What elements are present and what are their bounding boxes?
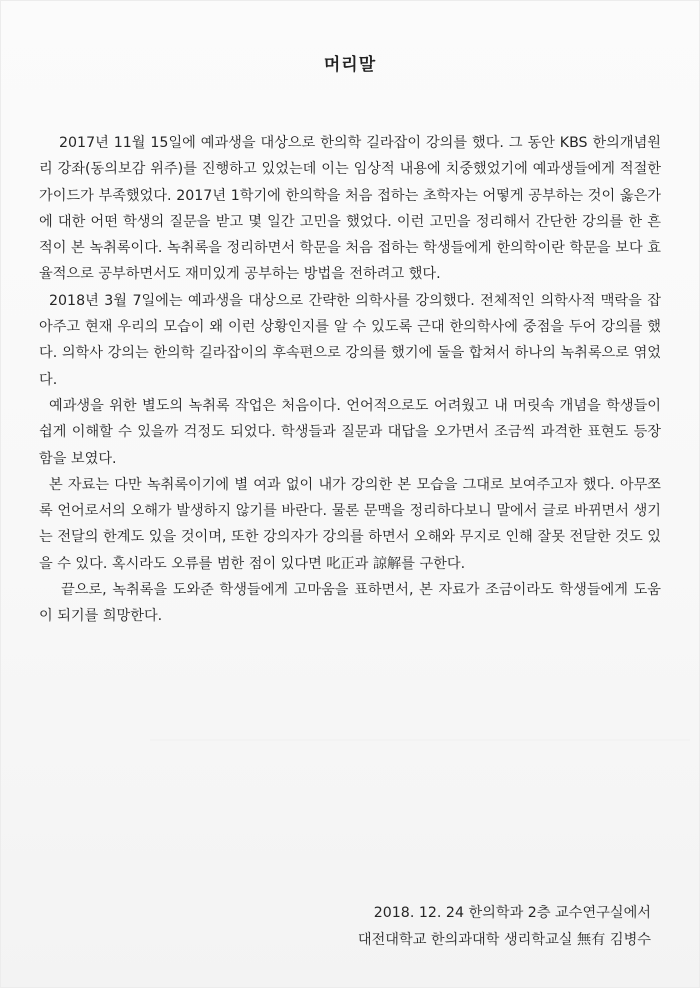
paragraph-4: 본 자료는 다만 녹취록이기에 별 여과 없이 내가 강의한 본 모습을 그대로 보여주고자 했다. 아무쪼록 언어로서의 오해가 발생하지 않기를 바란다. 물론 문맥을 정리하다보니 말에서 글로 바뀌면서 생기는 전달의 한계도 있을 것이며, 또한 강의자가 강의를 하면서 오해와 무지로 인해 잘못 전달한 것도 있을 수 있다. 혹시라도 오류를 범한 점이 있다면 叱正과 諒解를 구한다. [39,476,661,572]
signature-block [358,900,651,954]
signature-author: 대전대학교 한의과대학 생리학교실 無有 김병수 [357,932,651,948]
paragraph-5: 끝으로, 녹취록을 도와준 학생들에게 고마움을 표하면서, 본 자료가 조금이라도 학생들에게 도움이 되기를 희망한다. [39,582,661,625]
paragraph-2: 2018년 3월 7일에는 예과생을 대상으로 간략한 의학사를 강의했다. 전체적인 의학사적 맥락을 잡아주고 현재 우리의 모습이 왜 이런 상황인지를 알 수 있도록 근대 한의학사에 중점을 두어 강의를 했다. 의학사 강의는 한의학 길라잡이의 후속편으로 강의를 했기에 둘을 합쳐서 하나의 녹취록으로 엮었다. [39,292,661,388]
paragraph-3: 예과생을 위한 별도의 녹취록 작업은 처음이다. 언어적으로도 어려웠고 내 머릿속 개념을 학생들이 쉽게 이해할 수 있을까 걱정도 되었다. 학생들과 질문과 대답을 오가면서 조금씩 과격한 표현도 등장함을 보였다. [39,397,661,467]
signature-date-place: 2018. 12. 24 한의학과 2층 교수연구실에서 [373,905,651,921]
page-title: 머리말 [323,55,377,75]
paragraph-1: 2017년 11월 15일에 예과생을 대상으로 한의학 길라잡이 강의를 했다. 그 동안 KBS 한의개념원리 강좌(동의보감 위주)를 진행하고 있었는데 이는 임상적 내용에 치중했었기에 예과생들에게 적절한 가이드가 부족했었다. 2017년 1학기에 한의학을 처음 접하는 초학자는 어떻게 공부하는 것이 옳은가에 대한 어떤 학생의 질문을 받고 몇 일간 고민을 했었다. 이런 고민을 정리해서 간단한 강의를 한 흔적이 본 녹취록이다. 녹취록을 정리하면서 학문을 처음 접하는 학생들에게 한의학이란 학문을 보다 효율적으로 공부하면서도 재미있게 공부하는 방법을 전하려고 했다. [39,135,661,283]
body-text [39,130,661,630]
